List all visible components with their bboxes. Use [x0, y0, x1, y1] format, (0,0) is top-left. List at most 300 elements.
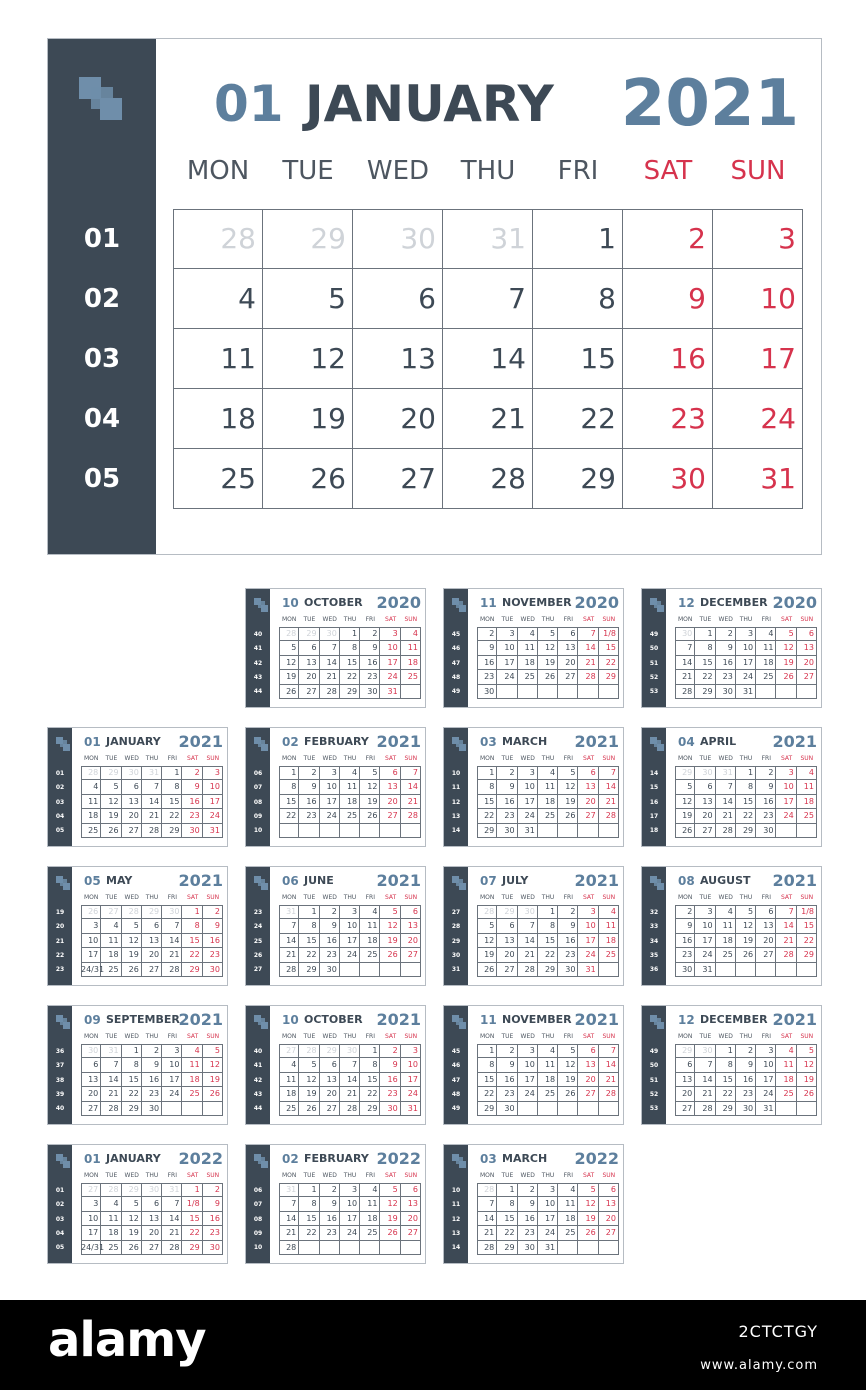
day-cell: [360, 963, 380, 977]
week-number: 05: [55, 827, 65, 835]
day-cell: 27: [353, 449, 443, 509]
weekday-tue: TUE: [303, 1033, 316, 1040]
brand-logo: alamy: [48, 1312, 206, 1368]
day-cell: 5: [558, 1044, 578, 1058]
day-cell: 11: [340, 780, 360, 794]
day-cell: 24: [497, 670, 517, 684]
day-cell: 3: [578, 905, 598, 919]
day-cell: 29: [675, 1044, 695, 1058]
day-cell: 23: [320, 948, 340, 962]
day-cell: 22: [736, 809, 756, 823]
day-cell: 23: [675, 948, 695, 962]
day-cell: 17: [695, 934, 715, 948]
day-cell: 5: [538, 627, 558, 641]
day-cell: 28: [340, 1102, 360, 1116]
weekday-mon: MON: [677, 755, 693, 762]
week-number: 33: [649, 923, 659, 931]
day-grid: [279, 1183, 421, 1255]
weekday-sat: SAT: [384, 1033, 397, 1040]
day-cell: 21: [320, 670, 340, 684]
month-name: APRIL: [700, 735, 737, 748]
day-cell: 17: [320, 795, 340, 809]
day-cell: 7: [443, 269, 533, 329]
day-cell: 28: [477, 905, 497, 919]
day-cell: 4: [81, 780, 101, 794]
day-cell: 24: [578, 948, 598, 962]
day-grid: [279, 905, 421, 977]
weekday-thu: THU: [541, 1033, 555, 1040]
weekday-tue: TUE: [501, 1033, 514, 1040]
day-cell: 29: [162, 824, 182, 838]
day-cell: 1/8: [182, 1197, 202, 1211]
week-number: 10: [253, 827, 263, 835]
day-cell: 4: [518, 627, 538, 641]
week-number: 06: [253, 769, 263, 777]
day-cell: 24: [340, 948, 360, 962]
weekday-sat: SAT: [384, 894, 397, 901]
day-cell: 4: [538, 766, 558, 780]
day-cell: 20: [675, 1087, 695, 1101]
day-cell: 24/31: [81, 963, 101, 977]
site-url: www.alamy.com: [700, 1358, 818, 1373]
day-cell: 26: [101, 824, 121, 838]
day-cell: 18: [81, 809, 101, 823]
day-cell: 21: [776, 934, 796, 948]
day-cell: 2: [477, 627, 497, 641]
weekday-sun: SUN: [730, 156, 786, 186]
week-number: 51: [649, 659, 659, 667]
weekday-wed: WED: [520, 616, 535, 623]
weekday-wed: WED: [124, 1172, 139, 1179]
day-cell: 23: [320, 1226, 340, 1240]
day-cell: 21: [443, 389, 533, 449]
day-cell: 8: [299, 919, 319, 933]
day-cell: 19: [558, 1073, 578, 1087]
day-cell: 28: [578, 670, 598, 684]
mini-calendar: [47, 727, 228, 847]
day-cell: 30: [360, 685, 380, 699]
day-cell: 29: [736, 824, 756, 838]
squares-logo-icon: [254, 1154, 268, 1168]
weekday-sat: SAT: [384, 616, 397, 623]
day-cell: 30: [142, 1183, 162, 1197]
weekday-sat: SAT: [780, 1033, 793, 1040]
day-cell: 10: [756, 1058, 776, 1072]
weekday-sun: SUN: [404, 1033, 418, 1040]
weekday-tue: TUE: [501, 1172, 514, 1179]
day-cell: 24: [538, 1226, 558, 1240]
day-cell: [538, 1102, 558, 1116]
day-cell: 3: [497, 627, 517, 641]
day-cell: 16: [675, 934, 695, 948]
day-cell: 11: [279, 1073, 299, 1087]
week-number: 41: [253, 1062, 263, 1070]
day-cell: 10: [203, 780, 223, 794]
day-cell: 14: [578, 641, 598, 655]
day-cell: 11: [756, 641, 776, 655]
month-number: 08: [678, 874, 695, 888]
day-cell: 24: [203, 809, 223, 823]
day-cell: 7: [142, 780, 162, 794]
day-cell: 26: [675, 824, 695, 838]
weekday-wed: WED: [322, 1172, 337, 1179]
month-name: MARCH: [502, 735, 548, 748]
day-cell: 8: [360, 1058, 380, 1072]
day-cell: 14: [443, 329, 533, 389]
day-cell: 1: [162, 766, 182, 780]
weekday-fri: FRI: [563, 755, 573, 762]
day-cell: 9: [360, 641, 380, 655]
day-cell: 26: [360, 809, 380, 823]
day-cell: 5: [797, 1044, 817, 1058]
year-label: 2021: [376, 732, 421, 751]
day-cell: 2: [182, 766, 202, 780]
day-grid: [477, 766, 619, 838]
day-cell: 9: [320, 919, 340, 933]
day-cell: 10: [713, 269, 803, 329]
weekday-sun: SUN: [404, 894, 418, 901]
day-cell: 11: [173, 329, 263, 389]
day-cell: 24/31: [81, 1241, 101, 1255]
year-label: 2021: [178, 871, 223, 890]
day-grid: [477, 905, 619, 977]
day-cell: 30: [518, 1241, 538, 1255]
day-cell: 16: [203, 1212, 223, 1226]
day-cell: 3: [380, 627, 400, 641]
day-cell: 19: [380, 934, 400, 948]
day-cell: 18: [558, 1212, 578, 1226]
day-cell: 31: [443, 209, 533, 269]
day-cell: 22: [599, 656, 619, 670]
week-number: 03: [55, 1215, 65, 1223]
day-cell: 7: [279, 1197, 299, 1211]
day-cell: 31: [695, 963, 715, 977]
day-cell: 18: [279, 1087, 299, 1101]
day-cell: 18: [518, 656, 538, 670]
day-cell: [360, 824, 380, 838]
day-cell: 17: [756, 1073, 776, 1087]
day-cell: [599, 824, 619, 838]
day-cell: 28: [695, 1102, 715, 1116]
mini-calendar: [443, 1005, 624, 1125]
day-cell: 10: [81, 1212, 101, 1226]
day-cell: 30: [182, 824, 202, 838]
day-grid: [279, 766, 421, 838]
mini-calendar: [443, 588, 624, 708]
day-cell: 5: [203, 1044, 223, 1058]
mini-calendar: [443, 727, 624, 847]
day-cell: 29: [599, 670, 619, 684]
day-cell: 12: [538, 641, 558, 655]
day-cell: 2: [203, 1183, 223, 1197]
day-cell: 11: [776, 1058, 796, 1072]
day-cell: 29: [538, 963, 558, 977]
month-name: MARCH: [502, 1152, 548, 1165]
week-number: 15: [649, 784, 659, 792]
week-number: 02: [55, 784, 65, 792]
weekday-thu: THU: [541, 755, 555, 762]
day-cell: 17: [578, 934, 598, 948]
squares-logo-icon: [452, 1015, 466, 1029]
day-cell: 13: [401, 919, 421, 933]
year-label: 2021: [772, 871, 817, 890]
weekday-sun: SUN: [800, 616, 814, 623]
day-cell: 8: [477, 780, 497, 794]
day-cell: 29: [122, 1183, 142, 1197]
day-cell: 9: [736, 1058, 756, 1072]
day-cell: 21: [518, 948, 538, 962]
day-cell: 31: [401, 1102, 421, 1116]
weekday-sat: SAT: [780, 755, 793, 762]
day-cell: 4: [558, 1183, 578, 1197]
day-cell: 15: [477, 1073, 497, 1087]
day-cell: 9: [756, 780, 776, 794]
day-cell: 17: [340, 934, 360, 948]
year-label: 2021: [178, 1010, 223, 1029]
day-cell: 8: [182, 919, 202, 933]
day-cell: 9: [558, 919, 578, 933]
day-cell: 23: [203, 948, 223, 962]
day-cell: 28: [477, 1241, 497, 1255]
day-cell: 6: [578, 766, 598, 780]
day-cell: 27: [756, 948, 776, 962]
day-cell: 27: [497, 963, 517, 977]
day-cell: 8: [122, 1058, 142, 1072]
day-cell: [320, 824, 340, 838]
day-cell: 18: [173, 389, 263, 449]
week-number: 22: [55, 951, 65, 959]
weekday-tue: TUE: [699, 1033, 712, 1040]
day-cell: 30: [716, 685, 736, 699]
weekday-sun: SUN: [602, 616, 616, 623]
weekday-sat: SAT: [780, 894, 793, 901]
day-cell: 10: [776, 780, 796, 794]
week-number: 10: [451, 769, 461, 777]
day-cell: 3: [695, 905, 715, 919]
day-cell: 12: [101, 795, 121, 809]
day-cell: 3: [736, 627, 756, 641]
day-cell: 31: [279, 1183, 299, 1197]
day-cell: 25: [182, 1087, 202, 1101]
mini-calendar: [47, 866, 228, 986]
day-cell: 7: [675, 641, 695, 655]
day-cell: 10: [518, 780, 538, 794]
day-cell: 25: [101, 1241, 121, 1255]
week-number: 14: [649, 769, 659, 777]
day-cell: 29: [340, 685, 360, 699]
day-cell: 20: [756, 934, 776, 948]
weekday-sat: SAT: [643, 156, 693, 186]
day-cell: 12: [736, 919, 756, 933]
day-cell: 28: [518, 963, 538, 977]
day-cell: 6: [558, 627, 578, 641]
day-cell: 4: [538, 1044, 558, 1058]
day-cell: 1: [533, 209, 623, 269]
day-cell: 4: [360, 905, 380, 919]
day-cell: 18: [797, 795, 817, 809]
day-cell: 27: [401, 948, 421, 962]
month-number: 01: [214, 75, 284, 133]
day-cell: 26: [380, 948, 400, 962]
day-cell: 26: [776, 670, 796, 684]
week-number: 49: [649, 1047, 659, 1055]
day-cell: 2: [497, 766, 517, 780]
day-cell: 6: [142, 1197, 162, 1211]
weekday-sat: SAT: [186, 755, 199, 762]
day-cell: 18: [716, 934, 736, 948]
day-cell: 23: [497, 809, 517, 823]
day-cell: [599, 685, 619, 699]
day-cell: 11: [182, 1058, 202, 1072]
day-cell: 30: [380, 1102, 400, 1116]
weekday-wed: WED: [520, 1172, 535, 1179]
week-number: 23: [55, 966, 65, 974]
day-cell: 30: [695, 1044, 715, 1058]
day-cell: 21: [477, 1226, 497, 1240]
day-cell: 1: [182, 905, 202, 919]
day-cell: 3: [518, 766, 538, 780]
day-cell: 17: [340, 1212, 360, 1226]
day-cell: 8: [299, 1197, 319, 1211]
day-cell: 18: [360, 1212, 380, 1226]
day-cell: 21: [599, 795, 619, 809]
day-cell: 15: [360, 1073, 380, 1087]
day-cell: 28: [122, 905, 142, 919]
weekday-fri: FRI: [761, 755, 771, 762]
day-cell: 22: [477, 809, 497, 823]
weekday-sun: SUN: [602, 755, 616, 762]
day-cell: 29: [101, 766, 121, 780]
week-number: 20: [55, 923, 65, 931]
day-cell: 24: [518, 809, 538, 823]
day-cell: 12: [122, 934, 142, 948]
month-number: 04: [678, 735, 695, 749]
day-cell: 15: [599, 641, 619, 655]
week-number: 13: [451, 1229, 461, 1237]
day-cell: 30: [203, 963, 223, 977]
day-grid: [675, 627, 817, 699]
month-name: FEBRUARY: [304, 1152, 369, 1165]
day-cell: [756, 963, 776, 977]
day-cell: 12: [279, 656, 299, 670]
day-cell: [340, 1241, 360, 1255]
week-number: 49: [649, 630, 659, 638]
day-cell: 30: [142, 1102, 162, 1116]
squares-logo-icon: [56, 1154, 70, 1168]
day-cell: 17: [518, 795, 538, 809]
day-cell: 12: [380, 1197, 400, 1211]
day-cell: [162, 1102, 182, 1116]
day-cell: 20: [558, 656, 578, 670]
day-cell: 11: [518, 641, 538, 655]
day-cell: 14: [477, 1212, 497, 1226]
day-cell: 31: [756, 1102, 776, 1116]
weekday-mon: MON: [479, 616, 495, 623]
day-cell: 2: [736, 1044, 756, 1058]
weekday-fri: FRI: [167, 894, 177, 901]
day-cell: 13: [756, 919, 776, 933]
day-cell: 29: [182, 1241, 202, 1255]
week-number: 26: [253, 951, 263, 959]
week-number: 27: [253, 966, 263, 974]
day-cell: 30: [203, 1241, 223, 1255]
day-cell: 1: [538, 905, 558, 919]
day-cell: 4: [756, 627, 776, 641]
day-cell: 11: [101, 934, 121, 948]
day-cell: 28: [101, 1183, 121, 1197]
weekday-fri: FRI: [563, 616, 573, 623]
weekday-thu: THU: [541, 894, 555, 901]
day-cell: 28: [101, 1102, 121, 1116]
day-cell: 23: [477, 670, 497, 684]
day-cell: [401, 685, 421, 699]
day-cell: 6: [142, 919, 162, 933]
day-cell: 6: [797, 627, 817, 641]
day-cell: 20: [797, 656, 817, 670]
weekday-mon: MON: [281, 755, 297, 762]
day-cell: 23: [182, 809, 202, 823]
day-cell: 6: [578, 1044, 598, 1058]
day-cell: 15: [122, 1073, 142, 1087]
day-cell: 3: [713, 209, 803, 269]
day-cell: 20: [142, 948, 162, 962]
weekday-sun: SUN: [206, 894, 220, 901]
week-number: 03: [83, 344, 121, 375]
day-cell: 29: [477, 824, 497, 838]
squares-logo-icon: [56, 1015, 70, 1029]
weekday-mon: MON: [281, 1033, 297, 1040]
day-cell: 23: [756, 809, 776, 823]
month-name: DECEMBER: [700, 596, 768, 609]
day-cell: 2: [623, 209, 713, 269]
day-cell: 17: [518, 1073, 538, 1087]
day-cell: 21: [162, 948, 182, 962]
day-cell: 6: [353, 269, 443, 329]
watermark-footer: [0, 1300, 866, 1390]
weekday-sun: SUN: [602, 1033, 616, 1040]
month-name: NOVEMBER: [502, 1013, 572, 1026]
day-cell: 28: [320, 685, 340, 699]
weekday-sun: SUN: [800, 755, 814, 762]
day-cell: 26: [203, 1087, 223, 1101]
day-cell: 25: [279, 1102, 299, 1116]
day-cell: 11: [599, 919, 619, 933]
week-number: 30: [451, 951, 461, 959]
week-number: 04: [55, 812, 65, 820]
day-cell: 11: [101, 1212, 121, 1226]
year-label: 2022: [376, 1149, 421, 1168]
week-number: 16: [649, 798, 659, 806]
day-cell: 3: [776, 766, 796, 780]
day-cell: 24: [401, 1087, 421, 1101]
squares-logo-icon: [452, 737, 466, 751]
day-cell: 18: [401, 656, 421, 670]
day-cell: 19: [122, 1226, 142, 1240]
week-number: 31: [451, 966, 461, 974]
day-cell: 7: [477, 1197, 497, 1211]
day-cell: 21: [142, 809, 162, 823]
day-cell: 27: [578, 809, 598, 823]
day-cell: 30: [477, 685, 497, 699]
day-cell: 29: [497, 1241, 517, 1255]
day-cell: 15: [716, 1073, 736, 1087]
month-name: FEBRUARY: [304, 735, 369, 748]
week-number: 51: [649, 1076, 659, 1084]
day-cell: 17: [380, 656, 400, 670]
day-cell: 8: [497, 1197, 517, 1211]
day-cell: 19: [558, 795, 578, 809]
day-cell: 16: [203, 934, 223, 948]
